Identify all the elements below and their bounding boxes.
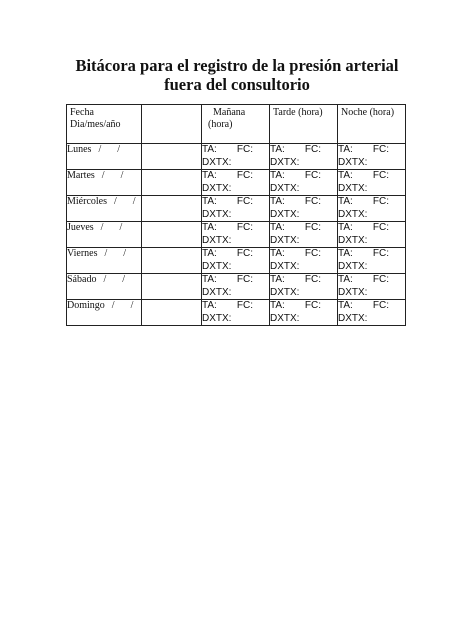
- title-line-1: Bitácora para el registro de la presión arterial: [75, 56, 399, 75]
- dxtx-label: DXTX:: [202, 287, 232, 298]
- day-name: Viernes: [67, 248, 98, 259]
- dxtx-label: DXTX:: [338, 313, 368, 324]
- ta-label: TA:: [338, 222, 353, 233]
- dxtx-label: DXTX:: [202, 261, 232, 272]
- dxtx-label: DXTX:: [270, 209, 300, 220]
- reading-cell-night[interactable]: [338, 196, 406, 222]
- fc-label: FC:: [236, 248, 253, 259]
- day-date-cell[interactable]: [67, 196, 142, 222]
- ta-label: TA:: [338, 300, 353, 311]
- ta-label: TA:: [202, 170, 217, 181]
- date-separator: /: [130, 300, 134, 311]
- day-name: Sábado: [67, 274, 97, 285]
- ta-label: TA:: [338, 196, 353, 207]
- day-blank-cell[interactable]: [142, 300, 202, 326]
- header-morning-label: Mañana: [213, 107, 246, 118]
- date-separator: /: [104, 248, 108, 259]
- header-morning-time: (hora): [208, 119, 233, 130]
- reading-cell-afternoon[interactable]: [270, 144, 338, 170]
- fc-label: FC:: [372, 170, 389, 181]
- dxtx-label: DXTX:: [202, 157, 232, 168]
- dxtx-label: DXTX:: [338, 157, 368, 168]
- reading-cell-afternoon[interactable]: [270, 170, 338, 196]
- day-row: [67, 144, 406, 170]
- day-row: [67, 300, 406, 326]
- reading-cell-morning[interactable]: [202, 170, 270, 196]
- reading-cell-morning[interactable]: [202, 196, 270, 222]
- day-name: Martes: [67, 170, 95, 181]
- day-name: Jueves: [67, 222, 94, 233]
- date-separator: /: [123, 248, 127, 259]
- dxtx-label: DXTX:: [202, 183, 232, 194]
- fc-label: FC:: [236, 170, 253, 181]
- date-separator: /: [111, 300, 115, 311]
- day-row: [67, 248, 406, 274]
- day-date-cell[interactable]: [67, 248, 142, 274]
- header-night: Noche (hora): [338, 105, 406, 144]
- header-date: [67, 105, 142, 144]
- day-name: Domingo: [67, 300, 105, 311]
- ta-label: TA:: [202, 222, 217, 233]
- fc-label: FC:: [372, 300, 389, 311]
- dxtx-label: DXTX:: [338, 209, 368, 220]
- ta-label: TA:: [270, 222, 285, 233]
- day-blank-cell[interactable]: [142, 222, 202, 248]
- day-name: Miércoles: [67, 196, 107, 207]
- fc-label: FC:: [236, 300, 253, 311]
- day-date-cell[interactable]: [67, 144, 142, 170]
- ta-label: TA:: [338, 274, 353, 285]
- reading-cell-morning[interactable]: [202, 274, 270, 300]
- header-blank: [142, 105, 202, 144]
- ta-label: TA:: [270, 248, 285, 259]
- date-separator: /: [120, 170, 124, 181]
- fc-label: FC:: [372, 144, 389, 155]
- dxtx-label: DXTX:: [202, 235, 232, 246]
- reading-cell-morning[interactable]: [202, 222, 270, 248]
- dxtx-label: DXTX:: [338, 261, 368, 272]
- fc-label: FC:: [304, 196, 321, 207]
- ta-label: TA:: [202, 248, 217, 259]
- dxtx-label: DXTX:: [270, 183, 300, 194]
- date-separator: /: [117, 144, 121, 155]
- ta-label: TA:: [270, 300, 285, 311]
- day-row: [67, 274, 406, 300]
- day-date-cell[interactable]: [67, 170, 142, 196]
- date-separator: /: [101, 170, 105, 181]
- reading-cell-night[interactable]: [338, 274, 406, 300]
- day-blank-cell[interactable]: [142, 170, 202, 196]
- dxtx-label: DXTX:: [202, 209, 232, 220]
- day-row: [67, 170, 406, 196]
- day-date-cell[interactable]: [67, 222, 142, 248]
- reading-cell-night[interactable]: [338, 144, 406, 170]
- fc-label: FC:: [372, 274, 389, 285]
- ta-label: TA:: [270, 274, 285, 285]
- ta-label: TA:: [270, 170, 285, 181]
- fc-label: FC:: [304, 248, 321, 259]
- ta-label: TA:: [338, 248, 353, 259]
- day-row: [67, 222, 406, 248]
- ta-label: TA:: [270, 144, 285, 155]
- header-row: [67, 105, 406, 144]
- reading-cell-night[interactable]: [338, 248, 406, 274]
- reading-cell-afternoon[interactable]: [270, 196, 338, 222]
- dxtx-label: DXTX:: [270, 313, 300, 324]
- header-date-format: Dia/mes/año: [70, 119, 121, 130]
- dxtx-label: DXTX:: [270, 235, 300, 246]
- dxtx-label: DXTX:: [338, 235, 368, 246]
- date-separator: /: [100, 222, 104, 233]
- fc-label: FC:: [304, 274, 321, 285]
- title-line-2: fuera del consultorio: [164, 75, 310, 94]
- fc-label: FC:: [304, 222, 321, 233]
- header-date-label: Fecha: [70, 107, 94, 118]
- day-date-cell[interactable]: [67, 274, 142, 300]
- date-separator: /: [103, 274, 107, 285]
- day-blank-cell[interactable]: [142, 144, 202, 170]
- date-separator: /: [114, 196, 117, 207]
- reading-cell-afternoon[interactable]: [270, 222, 338, 248]
- day-row: [67, 196, 406, 222]
- day-date-cell[interactable]: [67, 300, 142, 326]
- dxtx-label: DXTX:: [270, 261, 300, 272]
- day-blank-cell[interactable]: [142, 196, 202, 222]
- fc-label: FC:: [372, 222, 389, 233]
- dxtx-label: DXTX:: [270, 157, 300, 168]
- fc-label: FC:: [372, 196, 389, 207]
- fc-label: FC:: [236, 196, 253, 207]
- dxtx-label: DXTX:: [338, 183, 368, 194]
- reading-cell-night[interactable]: [338, 300, 406, 326]
- fc-label: FC:: [236, 274, 253, 285]
- reading-cell-afternoon[interactable]: [270, 248, 338, 274]
- date-separator: /: [98, 144, 102, 155]
- reading-cell-night[interactable]: [338, 170, 406, 196]
- ta-label: TA:: [338, 170, 353, 181]
- dxtx-label: DXTX:: [270, 287, 300, 298]
- ta-label: TA:: [202, 196, 217, 207]
- reading-cell-morning[interactable]: [202, 300, 270, 326]
- ta-label: TA:: [202, 144, 217, 155]
- blood-pressure-log-table: [66, 104, 406, 326]
- fc-label: FC:: [304, 144, 321, 155]
- fc-label: FC:: [372, 248, 389, 259]
- reading-cell-morning[interactable]: [202, 248, 270, 274]
- ta-label: TA:: [270, 196, 285, 207]
- reading-cell-night[interactable]: [338, 222, 406, 248]
- header-morning: [202, 105, 270, 144]
- dxtx-label: DXTX:: [338, 287, 368, 298]
- page-title: [40, 56, 434, 94]
- fc-label: FC:: [304, 170, 321, 181]
- ta-label: TA:: [202, 274, 217, 285]
- date-separator: /: [132, 196, 136, 207]
- date-separator: /: [122, 274, 126, 285]
- fc-label: FC:: [236, 144, 253, 155]
- date-separator: /: [119, 222, 123, 233]
- ta-label: TA:: [338, 144, 353, 155]
- fc-label: FC:: [304, 300, 321, 311]
- reading-cell-morning[interactable]: [202, 144, 270, 170]
- header-afternoon: Tarde (hora): [270, 105, 338, 144]
- day-name: Lunes: [67, 144, 92, 155]
- reading-cell-afternoon[interactable]: [270, 274, 338, 300]
- reading-cell-afternoon[interactable]: [270, 300, 338, 326]
- day-blank-cell[interactable]: [142, 248, 202, 274]
- fc-label: FC:: [236, 222, 253, 233]
- ta-label: TA:: [202, 300, 217, 311]
- dxtx-label: DXTX:: [202, 313, 232, 324]
- day-blank-cell[interactable]: [142, 274, 202, 300]
